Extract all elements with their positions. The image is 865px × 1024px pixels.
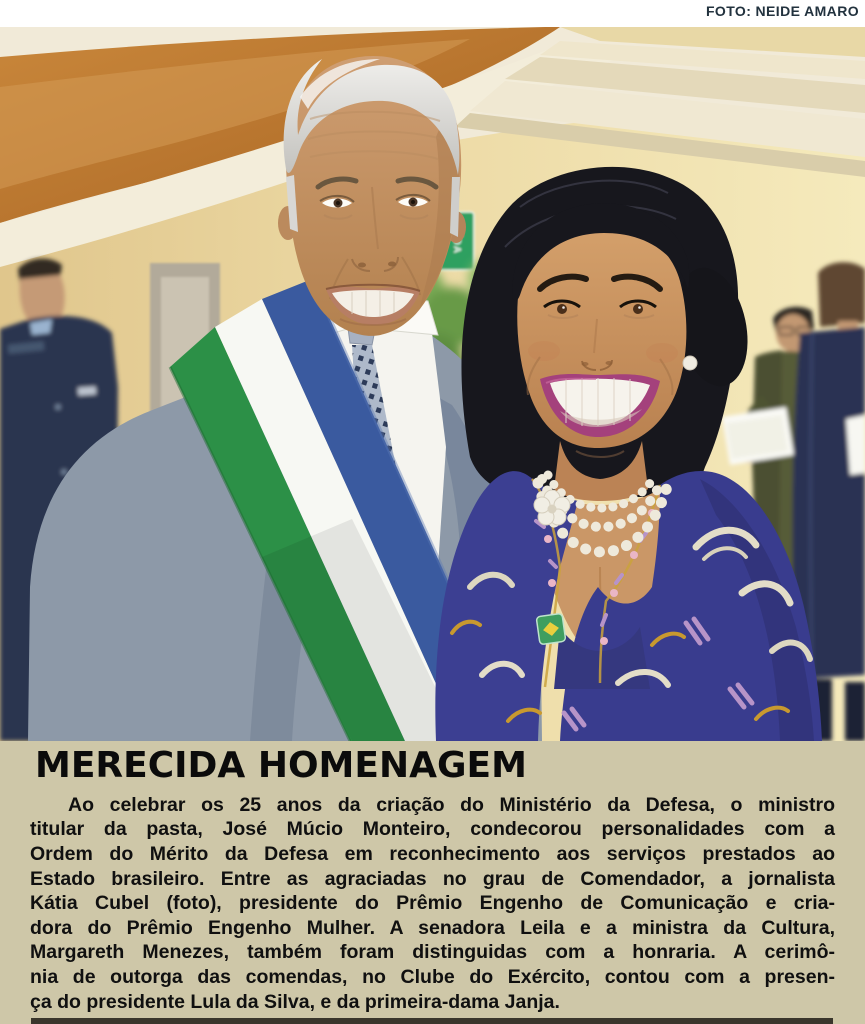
headline: MERECIDA HOMENAGEM (35, 745, 527, 786)
body-line: ça do presidente Lula da Silva, e da primeira-dama Janja. (30, 990, 560, 1013)
ceremony-photo-illustration (0, 27, 865, 741)
body-line: Margareth Menezes, também foram distinguidas com a honraria. A cerimô- (30, 941, 835, 964)
flag-pin (536, 613, 566, 644)
body-line: Ao celebrar os 25 anos da criação do Ministério da Defesa, o ministro (68, 793, 835, 816)
article-body (30, 793, 835, 1014)
body-line: nia de outorga das comendas, no Clube do Exército, contou com a presen- (30, 965, 835, 988)
body-line: titular da pasta, José Múcio Monteiro, condecorou personalidades com a (30, 818, 835, 841)
body-line: Estado brasileiro. Entre as agraciadas no grau de Comendador, a jornalista (30, 867, 835, 890)
body-line: Ordem do Mérito da Defesa em reconhecimento aos serviços prestados ao (30, 842, 835, 865)
photo-credit: FOTO: NEIDE AMARO (705, 3, 859, 19)
body-line: dora do Prêmio Engenho Mulher. A senadora Leila e a ministra da Cultura, (30, 916, 835, 939)
article-panel (0, 741, 865, 1024)
bottom-divider (31, 1018, 833, 1024)
pearl-earring (683, 356, 697, 370)
body-line: Kátia Cubel (foto), presidente do Prêmio Engenho de Comunicação e cria- (30, 892, 835, 915)
ceremony-photo (0, 27, 865, 741)
